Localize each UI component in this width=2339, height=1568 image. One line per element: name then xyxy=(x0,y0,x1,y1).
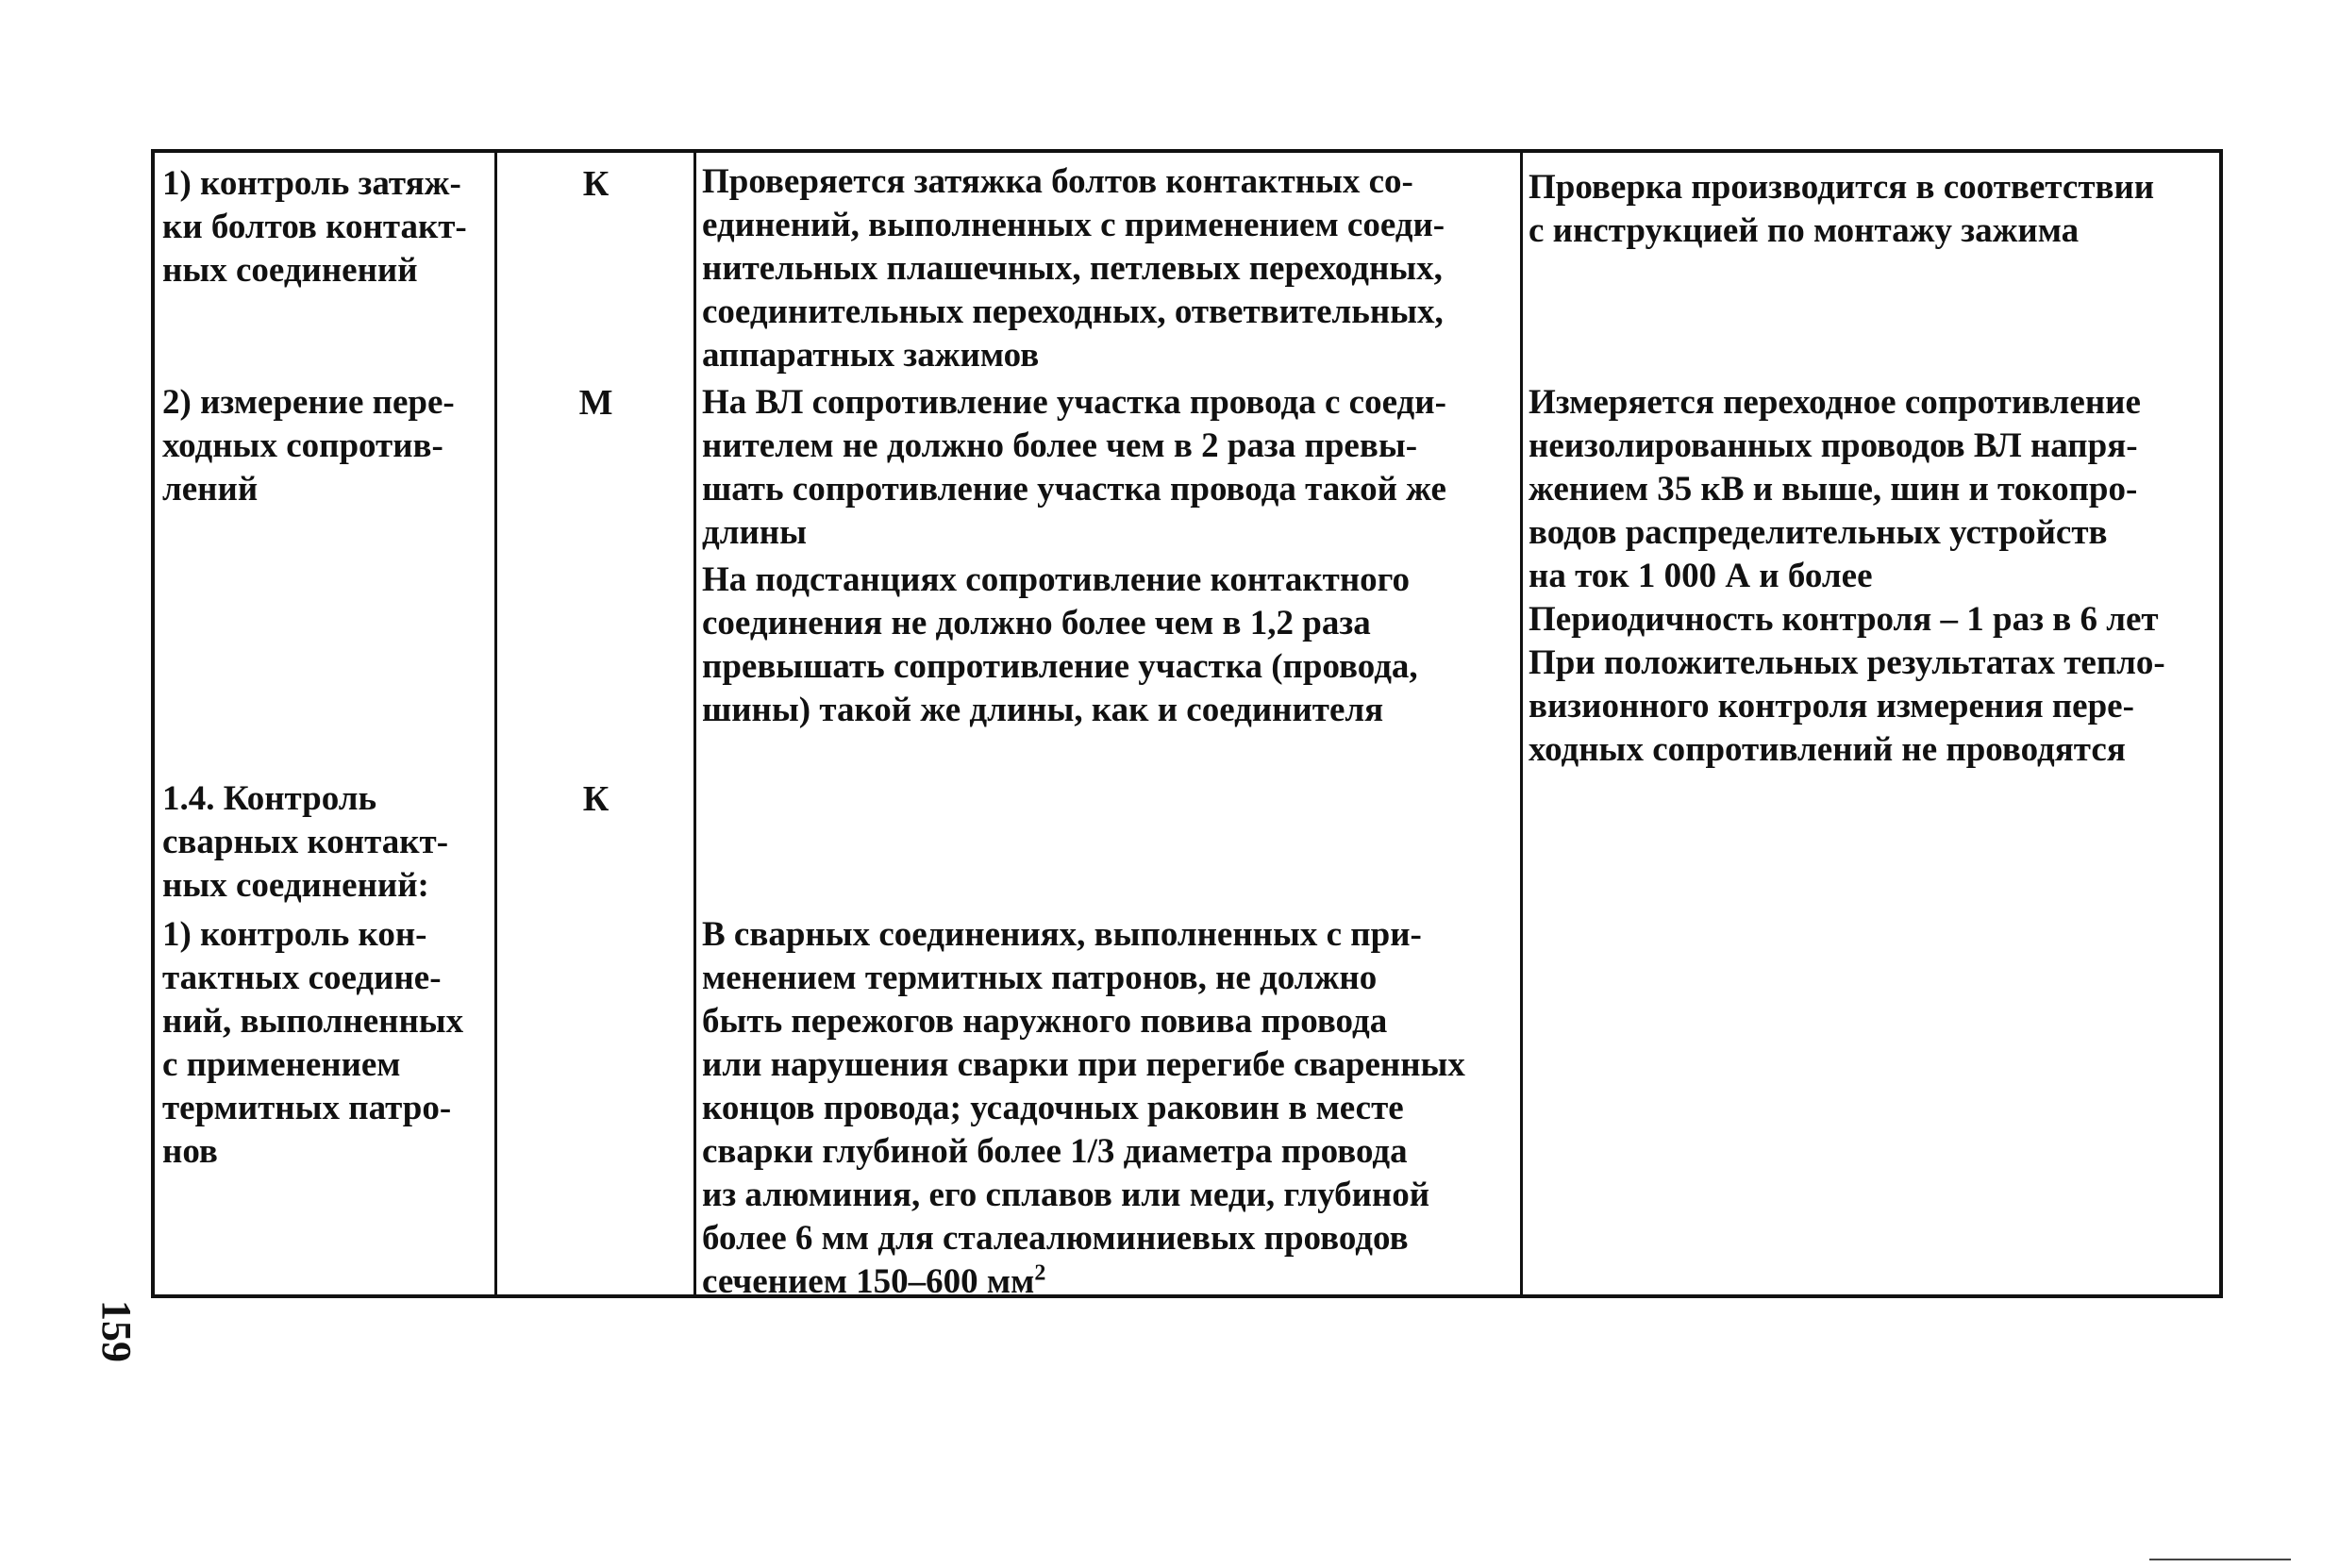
column-divider xyxy=(693,153,696,1294)
row-1-requirements: Проверяется затяжка болтов контактных со- единений, выполненных с применением соеди- нительных плашечных, петлевых переходных, соединительных переходных, ответвительных, аппаратных зажимов xyxy=(702,162,1445,375)
page-number: 159 xyxy=(93,1300,140,1362)
superscript-two: 2 xyxy=(1034,1260,1046,1286)
row-4-requirements xyxy=(702,913,1517,1304)
row-2-requirements-overhead-lines: На ВЛ сопротивление участка провода с соеди- нителем не должно более чем в 2 раза превы- шать сопротивление участка провода такой же длины xyxy=(702,383,1446,552)
row-2-notes: Измеряется переходное сопротивление неизолированных проводов ВЛ напря- жением 35 кВ и выше, шин и токопро- водов распределительных устройств на ток 1 000 А и более Периодичность контроля – 1 раз в 6 лет При положительных результатах тепло- визионного контроля измерения пере- ходных сопротивлений не проводятся xyxy=(1529,383,2165,769)
row-1-code: К xyxy=(582,164,610,204)
row-4-requirements-text: В сварных соединениях, выполненных с при- менением термитных патронов, не должно быть пережогов наружного повива провода или нарушения сварки при перегибе сваренных концов провода; усадочных раковин в месте сварки глубиной более 1/3 диаметра провода из алюминия, его сплавов или меди, глубиной более 6 мм для сталеалюминиевых проводов сечением 150–600 мм xyxy=(702,915,1465,1301)
row-3-code: К xyxy=(582,779,610,819)
inspection-table xyxy=(151,149,2223,1301)
footer-rule xyxy=(2149,1559,2291,1560)
row-4-name: 1) контроль кон- тактных соедине- ний, выполненных с применением термитных патро- нов xyxy=(162,915,464,1171)
row-2-code: М xyxy=(578,383,613,423)
column-divider xyxy=(1520,153,1523,1294)
row-1-notes: Проверка производится в соответствии с инструкцией по монтажу зажима xyxy=(1529,168,2155,250)
column-divider xyxy=(494,153,497,1294)
row-2-requirements-substations: На подстанциях сопротивление контактного соединения не должно более чем в 1,2 раза превышать сопротивление участка (провода, шины) такой же длины, как и соединителя xyxy=(702,560,1418,729)
row-3-name: 1.4. Контроль сварных контакт- ных соединений: xyxy=(162,779,449,905)
row-1-name: 1) контроль затяж- ки болтов контакт- ных соединений xyxy=(162,164,467,290)
row-2-name: 2) измерение пере- ходных сопротив- лений xyxy=(162,383,455,509)
